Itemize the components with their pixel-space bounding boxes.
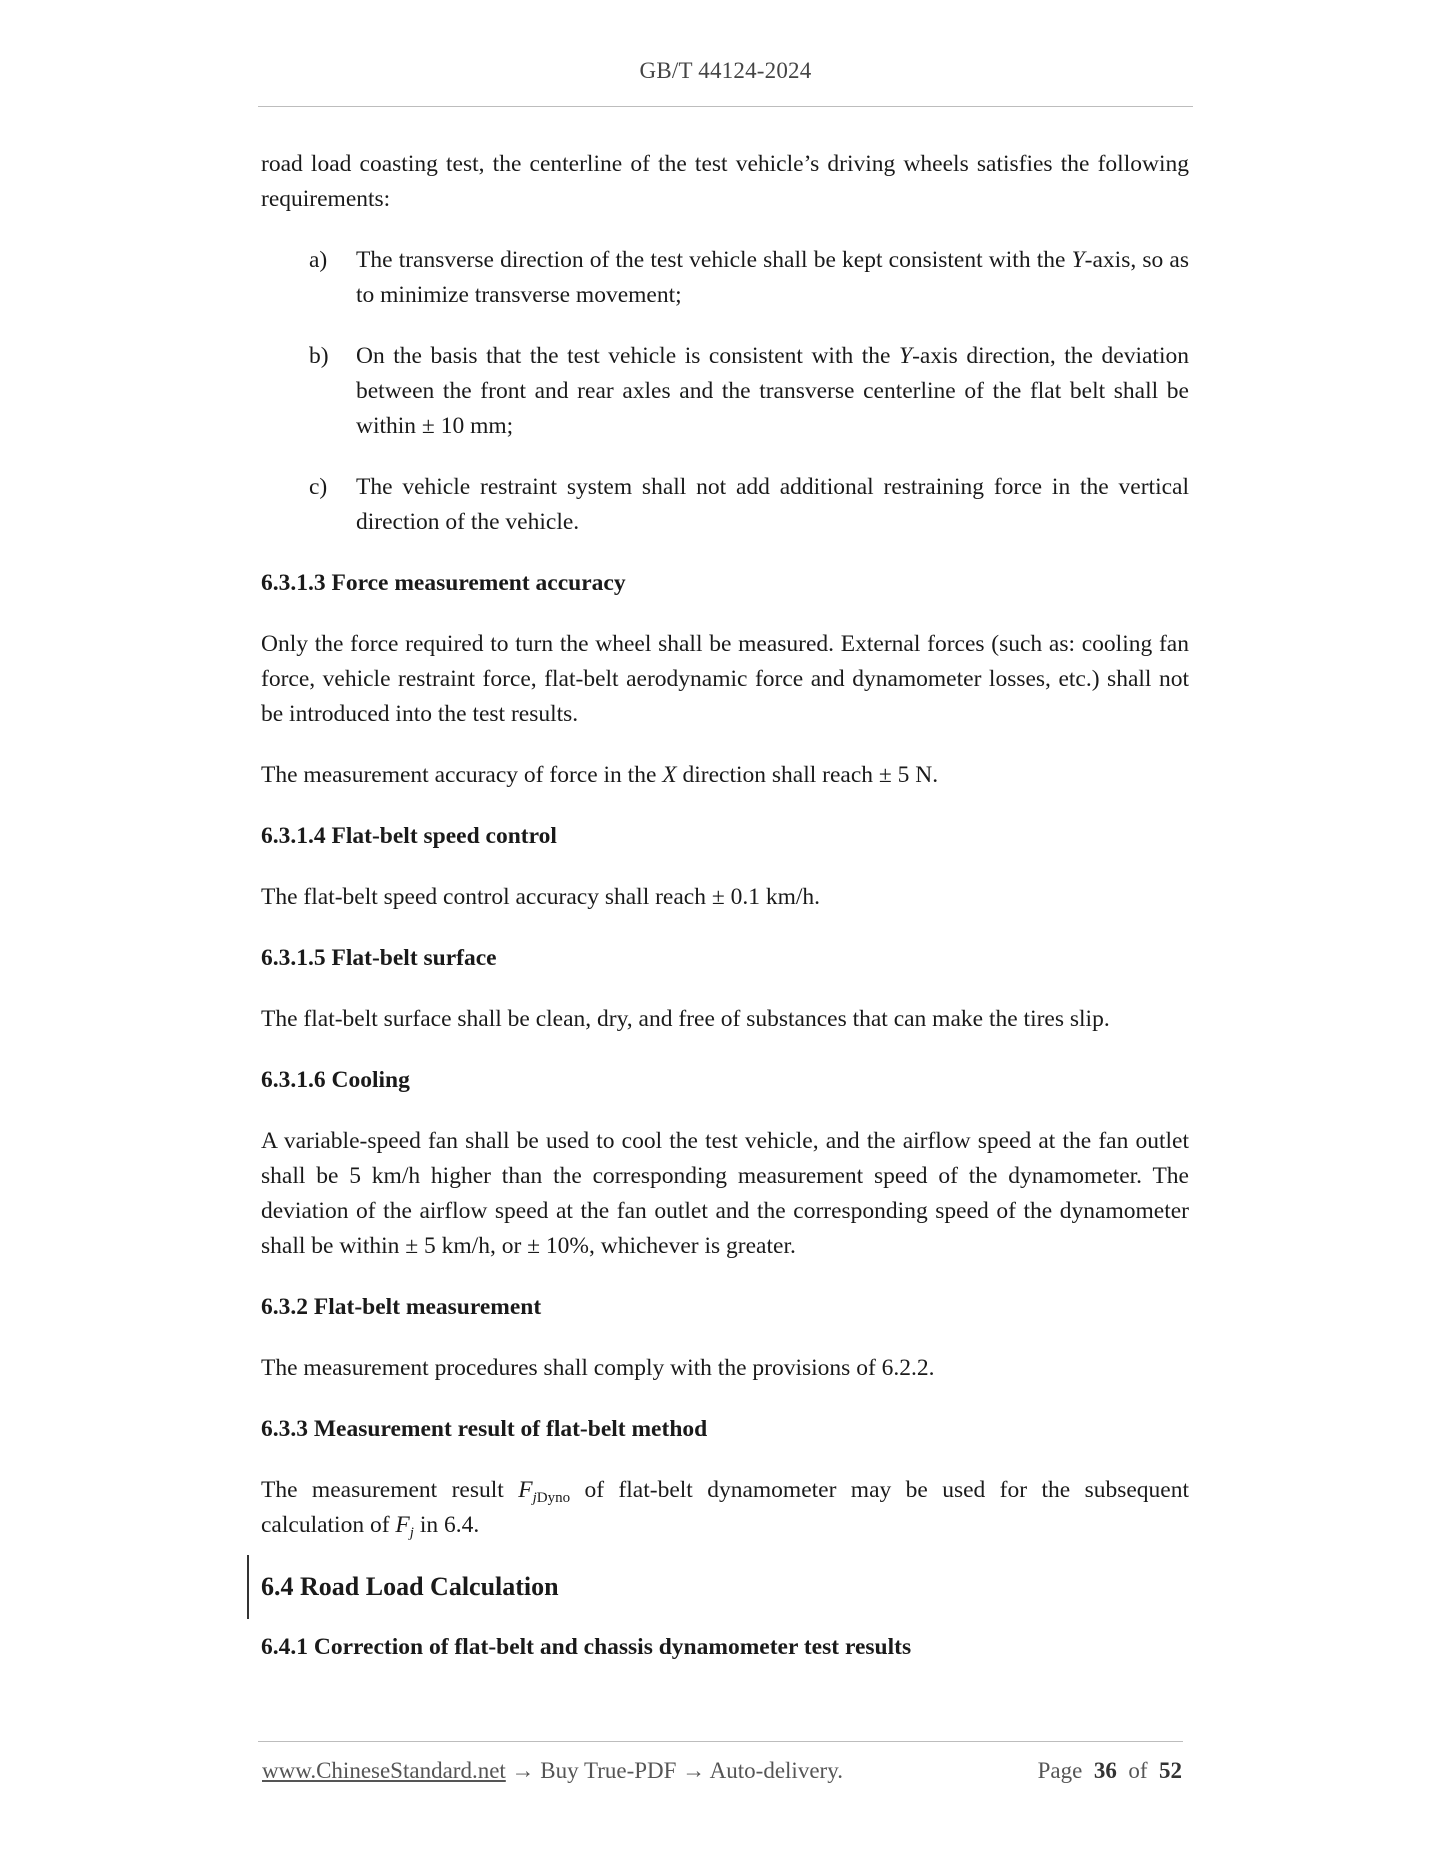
subscript-j: j: [409, 1525, 414, 1541]
variable-y: Y: [1071, 247, 1085, 273]
heading-text: 6.4 Road Load Calculation: [261, 1572, 559, 1601]
website-link[interactable]: www.ChineseStandard.net: [262, 1758, 506, 1783]
of-label: of: [1128, 1758, 1148, 1783]
text: of flat-belt dynamometer may be used for the subsequent calculation of: [261, 1477, 1189, 1538]
list-marker: a): [309, 247, 328, 273]
arrow-right-icon: →: [505, 1758, 541, 1783]
list-text: The transverse direction of the test vehicle shall be kept consistent with the: [356, 247, 1072, 273]
text: The measurement accuracy of force in the: [261, 762, 663, 788]
variable-y: Y: [899, 343, 913, 369]
delivery-text: Auto-delivery.: [709, 1758, 843, 1783]
section-heading-6-3-1-5: 6.3.1.5 Flat-belt surface: [261, 945, 497, 971]
text: in 6.4.: [413, 1512, 480, 1538]
section-heading-6-3-1-4: 6.3.1.4 Flat-belt speed control: [261, 823, 557, 849]
page-number: [1038, 1758, 1182, 1784]
text: direction shall reach ± 5 N.: [676, 762, 939, 788]
footer-divider: [258, 1741, 1183, 1742]
subscript-dyno: Dyno: [536, 1490, 571, 1506]
list-marker: c): [309, 474, 328, 500]
list-text: The vehicle restraint system shall not add additional restraining force in the vertical direction of the vehicle.: [356, 474, 1189, 535]
list-item-c: [261, 470, 1189, 540]
paragraph: Only the force required to turn the wheel shall be measured. External forces (such as: cooling fan force, vehicle restraint force, flat-belt aerodynamic force and dynamometer losses, etc.) shall not be introduced into the test results.: [261, 631, 1189, 727]
footer-left: [262, 1758, 843, 1783]
intro-paragraph: road load coasting test, the centerline of the test vehicle’s driving wheels satisfies the following requirements:: [261, 151, 1189, 212]
subscript: [533, 1490, 571, 1506]
subscript-j: j: [532, 1490, 537, 1506]
current-page: 36: [1093, 1758, 1117, 1783]
list-item-b: [261, 339, 1189, 444]
section-heading-6-4-1: 6.4.1 Correction of flat-belt and chassis dynamometer test results: [261, 1634, 912, 1660]
page-label: Page: [1037, 1758, 1083, 1783]
list-text: On the basis that the test vehicle is consistent with the: [356, 343, 900, 369]
page-header: GB/T 44124-2024: [639, 58, 812, 83]
section-heading-6-3-1-6: 6.3.1.6 Cooling: [261, 1067, 410, 1093]
list-text: -axis direction, the deviation between the front and rear axles and the transverse centerline of the flat belt shall be within ± 10 mm;: [356, 343, 1189, 439]
list-text: -axis, so as to minimize transverse movement;: [356, 247, 1190, 308]
paragraph: [261, 1473, 1189, 1543]
change-bar: [247, 1555, 249, 1619]
variable-f: F: [395, 1512, 410, 1538]
paragraph: [261, 758, 1189, 793]
header-divider: [258, 106, 1193, 107]
total-pages: 52: [1159, 1758, 1182, 1783]
section-heading-6-3-3: 6.3.3 Measurement result of flat-belt method: [261, 1416, 708, 1442]
section-heading-6-3-1-3: 6.3.1.3 Force measurement accuracy: [261, 570, 626, 596]
text: The measurement result: [261, 1477, 519, 1503]
page-content: [261, 147, 1189, 1691]
list-marker: b): [309, 343, 329, 369]
arrow-right-icon: →: [676, 1758, 710, 1783]
paragraph: The flat-belt surface shall be clean, dry, and free of substances that can make the tires slip.: [261, 1006, 1110, 1032]
section-heading-6-4: [261, 1569, 1189, 1604]
buy-text: Buy True-PDF: [540, 1758, 677, 1783]
paragraph: A variable-speed fan shall be used to cool the test vehicle, and the airflow speed at the fan outlet shall be 5 km/h higher than the corresponding measurement speed of the dynamometer. The deviation of the airflow speed at the fan outlet and the corresponding speed of the dynamometer shall be within ± 5 km/h, or ± 10%, whichever is greater.: [261, 1128, 1189, 1259]
paragraph: The measurement procedures shall comply with the provisions of 6.2.2.: [261, 1355, 935, 1381]
variable-f: F: [518, 1477, 533, 1503]
paragraph: The flat-belt speed control accuracy shall reach ± 0.1 km/h.: [261, 884, 821, 910]
section-heading-6-3-2: 6.3.2 Flat-belt measurement: [261, 1294, 542, 1320]
variable-x: X: [662, 762, 677, 788]
list-item-a: [261, 243, 1189, 313]
page-footer: [262, 1758, 1182, 1784]
